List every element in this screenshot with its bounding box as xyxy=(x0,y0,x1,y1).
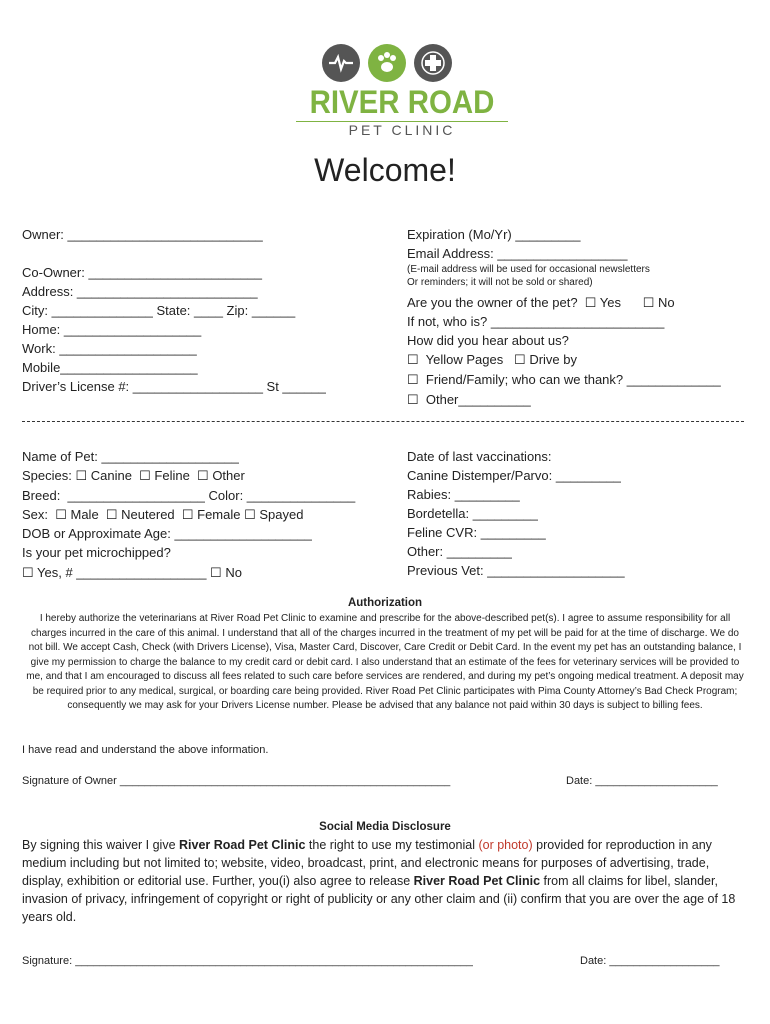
pet-name-field[interactable]: Name of Pet: ___________________ xyxy=(22,449,239,464)
drivers-license-field[interactable]: Driver’s License #: __________________ St ______ xyxy=(22,379,326,394)
medical-cross-icon xyxy=(414,44,452,82)
social-media-text xyxy=(22,836,744,926)
social-signature-date-field[interactable]: Date: __________________ xyxy=(580,955,720,967)
pet-info-section xyxy=(22,447,355,582)
email-note-2: Or reminders; it will not be sold or shared) xyxy=(407,277,593,288)
social-text-part-4: from all claims for libel, slander, invasion of privacy, infringement of copyright or right of publicity or any other claim and (ii) confirm that you are over the age of 18 years old. xyxy=(22,874,736,924)
dob-field[interactable]: DOB or Approximate Age: ___________________ xyxy=(22,526,312,542)
owner-signature-date-field[interactable]: Date: ____________________ xyxy=(566,775,718,787)
owner-field[interactable]: Owner: ___________________________ xyxy=(22,227,263,242)
email-field[interactable]: Email Address: __________________ xyxy=(407,246,628,261)
paw-icon xyxy=(368,44,406,82)
referral-option-2[interactable]: ☐ Friend/Family; who can we thank? _____________ xyxy=(407,372,721,387)
clinic-name-emphasis-2: River Road Pet Clinic xyxy=(413,874,541,888)
brand-name: RIVER ROAD xyxy=(309,84,495,120)
expiration-field[interactable]: Expiration (Mo/Yr) _________ xyxy=(407,227,581,242)
owner-info-section xyxy=(22,225,326,396)
mobile-phone-field[interactable]: Mobile___________________ xyxy=(22,360,198,375)
email-note: (E-mail address will be used for occasional newsletters xyxy=(407,264,650,275)
vaccination-section xyxy=(407,447,625,580)
spacer xyxy=(22,244,326,263)
bordetella-field[interactable]: Bordetella: _________ xyxy=(407,506,538,521)
social-media-heading: Social Media Disclosure xyxy=(319,821,451,833)
species-field[interactable]: Species: ☐ Canine ☐ Feline ☐ Other xyxy=(22,468,245,484)
clinic-logo xyxy=(309,44,495,140)
who-field[interactable]: If not, who is? ________________________ xyxy=(407,314,665,329)
social-text-part-1: By signing this waiver I give xyxy=(22,838,180,852)
authorization-heading: Authorization xyxy=(347,597,423,609)
referral-question: How did you hear about us? xyxy=(407,333,569,348)
authorization-text: I hereby authorize the veterinarians at River Road Pet Clinic to examine and prescribe for the above-described pet(s). I agree to assume responsibility for all charges incurred in the care of this animal. I understand that all of the charges incurred in the treatment of my pet will be paid for at the time of discharge. We do not bill. We accept Cash, Check (with Drivers License), Visa, Master Card, Discover, Care Credit or Debit Card. In the event my pet has an outstanding balance, I give my permission to charge the balance to my credit card or debit card. I also understand that an estimate of the fees for veterinary services will be provided to me, and that I am encouraged to discuss all fees related to such care before services are rendered, and during my pet’s ongoing medical treatment. A deposit may be required prior to any medical, surgical, or boarding care being provided. River Road Pet Clinic participates with Pima County Attorney’s Bad Check Program; consequently we may ask for your Drivers License number. Please be advised that any balance not paid within 30 days is subject to billing fees. xyxy=(26,613,744,711)
rabies-field[interactable]: Rabies: _________ xyxy=(407,487,520,502)
owner-signature-field[interactable]: Signature of Owner ______________________________________________________ xyxy=(22,775,451,787)
owner-extra-section xyxy=(407,225,721,410)
other-vaccine-field[interactable]: Other: _________ xyxy=(407,544,512,559)
brand-subtitle: PET CLINIC xyxy=(348,122,456,138)
feline-cvr-field[interactable]: Feline CVR: _________ xyxy=(407,525,546,540)
referral-option-1[interactable]: ☐ Yellow Pages ☐ Drive by xyxy=(407,352,577,367)
address-field[interactable]: Address: _________________________ xyxy=(22,284,258,299)
page-title: Welcome! xyxy=(314,152,456,188)
microchip-field[interactable]: ☐ Yes, # __________________ ☐ No xyxy=(22,564,242,580)
acknowledgement-text: I have read and understand the above information. xyxy=(22,744,269,756)
work-phone-field[interactable]: Work: ___________________ xyxy=(22,341,197,356)
vaccination-heading: Date of last vaccinations: xyxy=(407,449,552,464)
social-text-part-2: the right to use my testimonial xyxy=(305,838,479,852)
previous-vet-field[interactable]: Previous Vet: ___________________ xyxy=(407,563,625,578)
home-phone-field[interactable]: Home: ___________________ xyxy=(22,322,202,337)
microchip-question: Is your pet microchipped? xyxy=(22,545,171,561)
city-state-zip-field[interactable]: City: ______________ State: ____ Zip: ______ xyxy=(22,303,296,318)
distemper-field[interactable]: Canine Distemper/Parvo: _________ xyxy=(407,468,621,483)
co-owner-field[interactable]: Co-Owner: ________________________ xyxy=(22,265,262,280)
heartbeat-icon xyxy=(322,44,360,82)
social-text-part-3: provided for reproduction in any medium including but not limited to; website, video, broadcast, print, and electronic means for purposes of advertising, trade, display, exhibition or editorial use. Further, you(i) also agree to release xyxy=(22,838,712,888)
photo-note: (or photo) xyxy=(478,838,533,852)
social-signature-field[interactable]: Signature: _________________________________________________________________ xyxy=(22,955,473,967)
section-divider xyxy=(22,421,744,422)
clinic-name-emphasis: River Road Pet Clinic xyxy=(179,838,306,852)
sex-field[interactable]: Sex: ☐ Male ☐ Neutered ☐ Female ☐ Spayed xyxy=(22,506,304,522)
referral-option-3[interactable]: ☐ Other__________ xyxy=(407,392,531,407)
breed-color-field[interactable]: Breed: ___________________ Color: _______________ xyxy=(22,487,356,503)
owner-question[interactable]: Are you the owner of the pet? ☐ Yes ☐ No xyxy=(407,295,675,310)
